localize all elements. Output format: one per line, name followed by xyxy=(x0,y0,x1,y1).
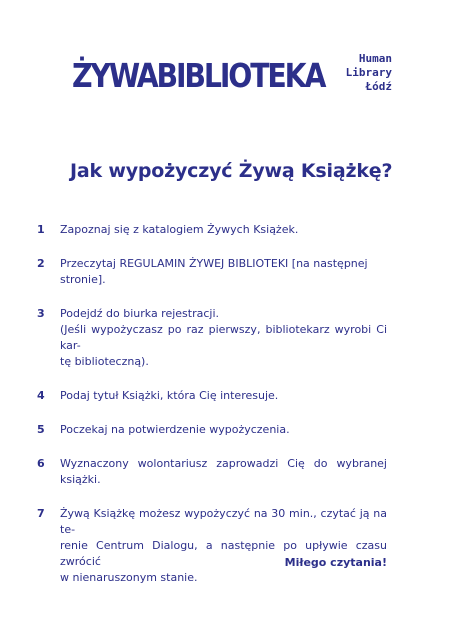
step-line: tę biblioteczną). xyxy=(60,355,149,368)
step-item xyxy=(37,456,387,488)
page-title: Jak wypożyczyć Żywą Książkę? xyxy=(70,160,393,182)
closing-text: Miłego czytania! xyxy=(284,556,387,569)
step-item xyxy=(37,306,387,370)
step-item xyxy=(37,506,387,586)
step-number: 6 xyxy=(37,457,45,470)
step-text xyxy=(60,306,387,370)
logo xyxy=(72,52,392,104)
step-text xyxy=(60,506,387,586)
logo-sub-line: Library xyxy=(345,66,392,79)
step-line: Podejdź do biurka rejestracji. xyxy=(60,307,220,320)
step-line: stronie]. xyxy=(60,273,106,286)
step-item xyxy=(37,422,387,438)
step-text xyxy=(60,256,387,288)
step-line: (Jeśli wypożyczasz po raz pierwszy, bibliotekarz wyrobi Ci kar- xyxy=(60,323,387,352)
logo-sub-line: Human xyxy=(358,52,392,65)
step-text xyxy=(60,422,387,438)
logo-wordmark: ŻYWABIBLIOTEKA xyxy=(72,56,325,95)
step-text xyxy=(60,222,387,238)
step-item xyxy=(37,388,387,404)
step-line: Wyznaczony wolontariusz zaprowadzi Cię do wybranej książki. xyxy=(60,457,387,486)
step-item xyxy=(37,256,387,288)
step-line: w nienaruszonym stanie. xyxy=(60,571,198,584)
step-number: 4 xyxy=(37,389,45,402)
step-number: 3 xyxy=(37,307,45,320)
step-line: Przeczytaj REGULAMIN ŻYWEJ BIBLIOTEKI [na następnej xyxy=(60,257,368,270)
step-text xyxy=(60,456,387,488)
step-number: 5 xyxy=(37,423,45,436)
step-number: 7 xyxy=(37,507,45,520)
logo-subtitle xyxy=(344,52,392,94)
step-line: Żywą Książkę możesz wypożyczyć na 30 min., czytać ją na te- xyxy=(60,507,387,536)
step-number: 2 xyxy=(37,257,45,270)
step-line: Podaj tytuł Książki, która Cię interesuje. xyxy=(60,389,279,402)
step-item xyxy=(37,222,387,238)
step-number: 1 xyxy=(37,223,45,236)
step-line: renie Centrum Dialogu, a następnie po upływie czasu zwrócić xyxy=(60,539,387,568)
logo-sub-line: Łódź xyxy=(365,80,392,93)
steps-list xyxy=(37,222,387,604)
step-line: Poczekaj na potwierdzenie wypożyczenia. xyxy=(60,423,290,436)
step-line: Zapoznaj się z katalogiem Żywych Książek. xyxy=(60,223,299,236)
step-text xyxy=(60,388,387,404)
